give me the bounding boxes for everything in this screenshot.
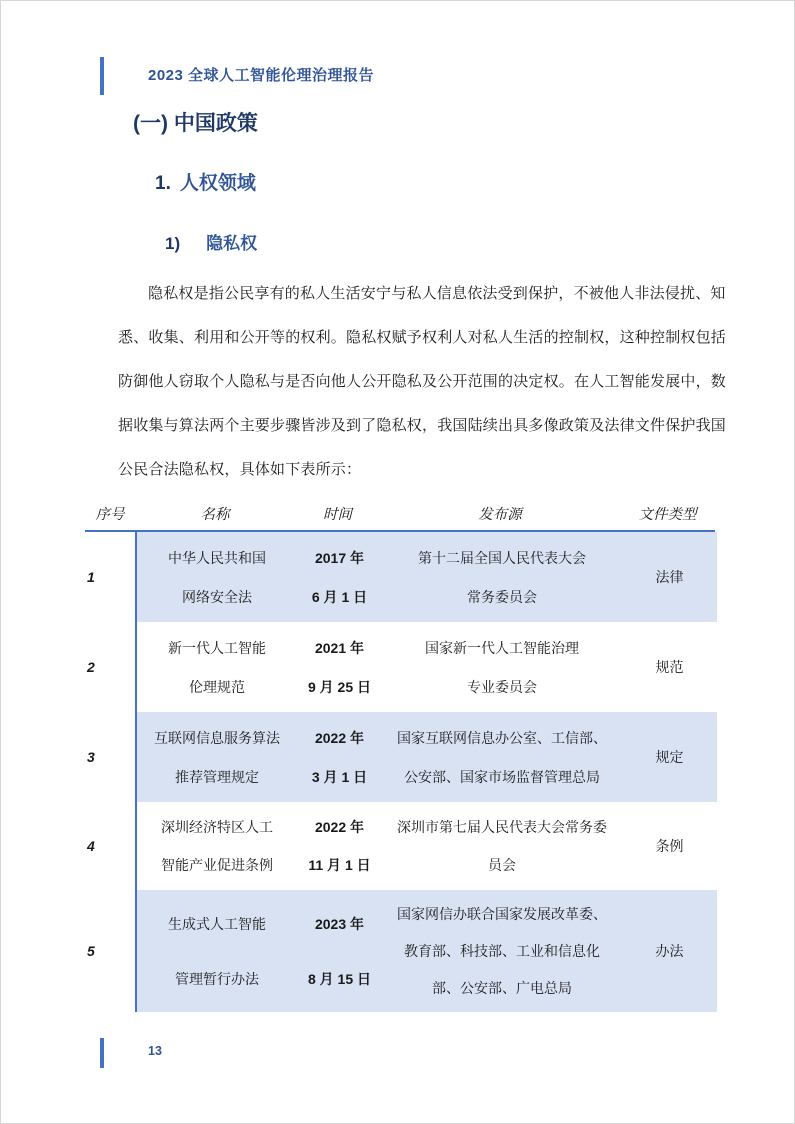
cell-time (297, 712, 382, 802)
cell-line: 国家互联网信息办公室、工信部、 (397, 729, 607, 746)
row-body (135, 622, 717, 712)
row-index: 1 (87, 569, 95, 585)
subsection-title: 人权领域 (179, 173, 256, 194)
cell-source (382, 890, 622, 1012)
cell-source (382, 532, 622, 622)
cell-line: 互联网信息服务算法 (154, 729, 280, 746)
cell-source (382, 622, 622, 712)
paragraph-line: 悉、收集、利用和公开等的权利。隐私权赋予权利人对私人生活的控制权，这种控制权包括 (118, 329, 727, 346)
table-body (85, 530, 715, 1012)
cell-line: 常务委员会 (467, 588, 537, 605)
page-number: 13 (148, 1044, 162, 1058)
row-body (135, 532, 717, 622)
cell-line: 员会 (488, 857, 516, 873)
cell-line: 部、公安部、广电总局 (432, 979, 572, 996)
cell-line: 11 月 1 日 (308, 857, 371, 873)
cell-name (137, 622, 297, 712)
cell-line: 2021 年 (314, 639, 365, 656)
cell-type (622, 802, 717, 890)
row-index: 3 (87, 749, 95, 765)
cell-line: 规定 (655, 749, 684, 765)
cell-line: 9 月 25 日 (307, 678, 372, 695)
cell-line: 智能产业促进条例 (161, 857, 273, 873)
col-header-name: 名称 (200, 507, 230, 523)
table-row (85, 802, 715, 890)
cell-line: 深圳经济特区人工 (161, 819, 273, 835)
paragraph-line: 据收集与算法两个主要步骤皆涉及到了隐私权，我国陆续出具多像政策及法律文件保护我国 (118, 417, 727, 434)
table-row (85, 532, 715, 622)
item-heading (165, 229, 257, 254)
cell-type (622, 532, 717, 622)
row-index: 4 (87, 838, 95, 854)
report-title: 2023 全球人工智能伦理治理报告 (148, 67, 375, 84)
footer-accent-bar (100, 1038, 104, 1068)
cell-name (137, 890, 297, 1012)
cell-source (382, 712, 622, 802)
cell-line: 条例 (655, 838, 684, 854)
cell-line: 2023 年 (314, 915, 365, 932)
cell-line: 深圳市第七届人民代表大会常务委 (397, 819, 607, 835)
cell-line: 管理暂行办法 (175, 970, 259, 987)
cell-line: 3 月 1 日 (311, 768, 368, 785)
cell-line: 办法 (655, 943, 684, 959)
cell-line: 专业委员会 (467, 678, 537, 695)
cell-line: 2022 年 (314, 729, 365, 746)
cell-line: 2017 年 (314, 549, 365, 566)
item-title: 隐私权 (206, 234, 258, 253)
row-body (135, 802, 717, 890)
cell-line: 推荐管理规定 (175, 768, 259, 785)
subsection-heading (155, 168, 256, 195)
body-paragraph (118, 272, 727, 492)
cell-line: 法律 (655, 569, 684, 585)
cell-source (382, 802, 622, 890)
col-header-time: 时间 (323, 507, 352, 523)
cell-line: 伦理规范 (189, 678, 245, 695)
cell-line: 第十二届全国人民代表大会 (418, 549, 586, 566)
cell-time (297, 532, 382, 622)
col-header-source: 发布源 (478, 507, 522, 523)
cell-time (297, 622, 382, 712)
cell-line: 2022 年 (314, 819, 365, 835)
cell-line: 国家新一代人工智能治理 (425, 639, 579, 656)
cell-line: 8 月 15 日 (307, 970, 372, 987)
cell-type (622, 712, 717, 802)
row-body (135, 890, 717, 1012)
paragraph-line: 公民合法隐私权，具体如下表所示： (118, 461, 362, 478)
cell-type (622, 622, 717, 712)
cell-line: 6 月 1 日 (311, 588, 368, 605)
header-accent-bar (100, 57, 104, 95)
col-header-index: 序号 (95, 507, 125, 523)
cell-line: 网络安全法 (182, 588, 252, 605)
cell-line: 生成式人工智能 (168, 915, 266, 932)
table-row (85, 622, 715, 712)
cell-name (137, 802, 297, 890)
cell-time (297, 802, 382, 890)
cell-type (622, 890, 717, 1012)
item-number: 1) (165, 234, 181, 253)
policy-table (85, 497, 715, 1012)
table-row (85, 712, 715, 802)
cell-name (137, 712, 297, 802)
cell-time (297, 890, 382, 1012)
row-index: 2 (87, 659, 95, 675)
table-row (85, 890, 715, 1012)
row-body (135, 712, 717, 802)
cell-name (137, 532, 297, 622)
row-index: 5 (87, 943, 95, 959)
cell-line: 公安部、国家市场监督管理总局 (404, 768, 600, 785)
subsection-number: 1. (155, 173, 171, 194)
table-header-row (85, 497, 715, 530)
cell-line: 中华人民共和国 (168, 549, 266, 566)
cell-line: 教育部、科技部、工业和信息化 (404, 942, 600, 959)
cell-line: 规范 (655, 659, 684, 675)
section-heading: (一) 中国政策 (133, 112, 258, 135)
cell-line: 国家网信办联合国家发展改革委、 (397, 906, 607, 923)
cell-line: 新一代人工智能 (168, 639, 266, 656)
col-header-type: 文件类型 (638, 507, 697, 523)
paragraph-line: 隐私权是指公民享有的私人生活安宁与私人信息依法受到保护，不被他人非法侵扰、知 (148, 285, 726, 302)
paragraph-line: 防御他人窃取个人隐私与是否向他人公开隐私及公开范围的决定权。在人工智能发展中，数 (118, 373, 727, 390)
